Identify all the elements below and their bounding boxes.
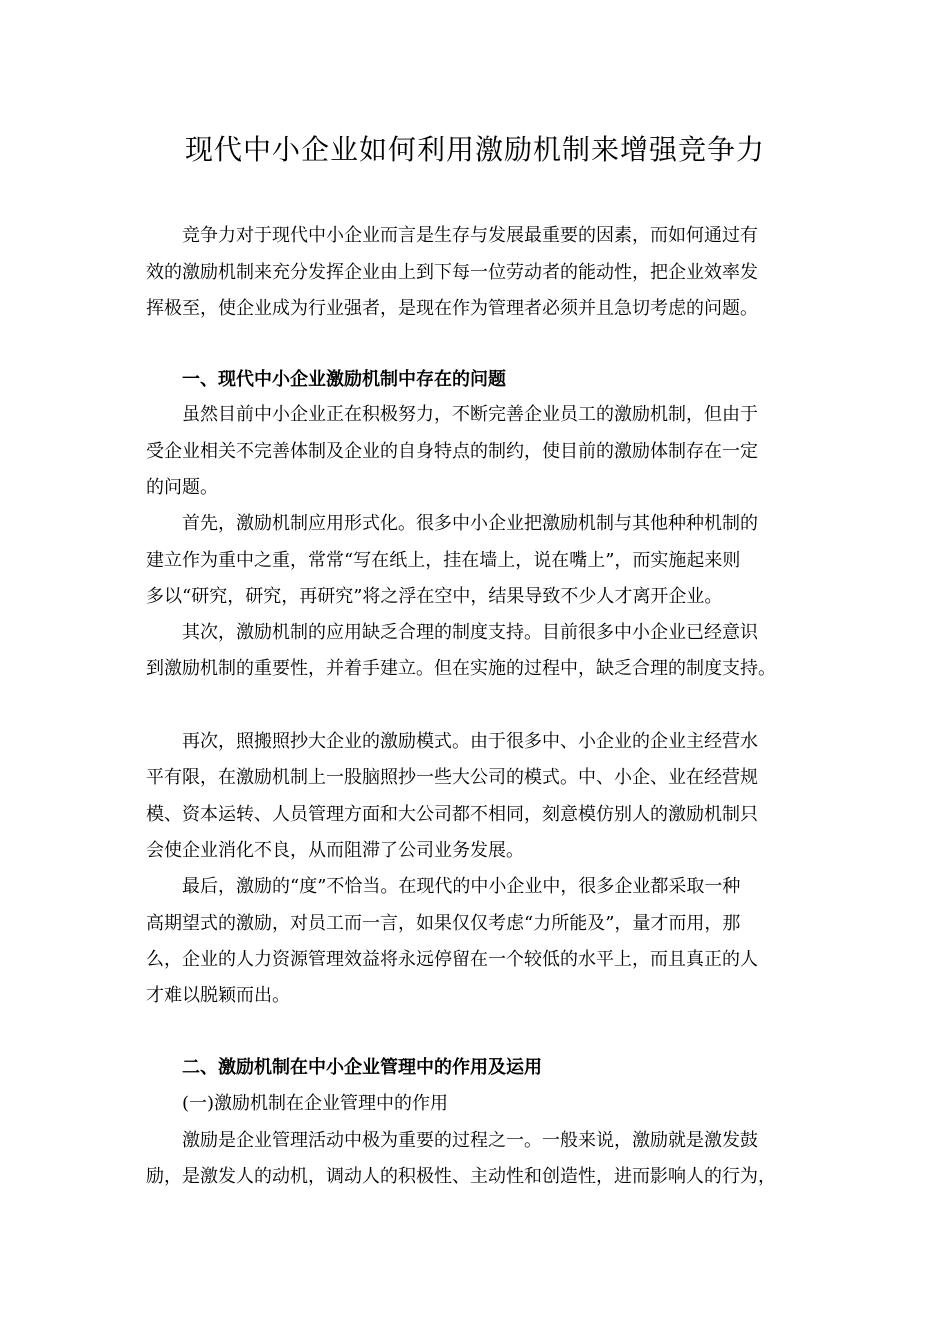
paragraph-line: 模、资本运转、人员管理方面和大公司都不相同，刻意模仿别人的激励机制只 <box>146 804 758 825</box>
document-title: 现代中小企业如何利用激励机制来增强竞争力 <box>184 133 765 166</box>
intro-line: 竞争力对于现代中小企业而言是生存与发展最重要的因素，而如何通过有 <box>182 225 758 246</box>
paragraph-line: 建立作为重中之重，常常“写在纸上，挂在墙上，说在嘴上”，而实施起来则 <box>146 550 741 571</box>
paragraph-line: 多以“研究，研究，再研究”将之浮在空中，结果导致不少人才离开企业。 <box>146 586 723 607</box>
paragraph-line: 虽然目前中小企业正在积极努力，不断完善企业员工的激励机制，但由于 <box>182 404 758 425</box>
section-heading: 二、激励机制在中小企业管理中的作用及运用 <box>182 1057 542 1078</box>
paragraph-line: 其次，激励机制的应用缺乏合理的制度支持。目前很多中小企业已经意识 <box>182 622 758 643</box>
paragraph-line: 首先，激励机制应用形式化。很多中小企业把激励机制与其他种种机制的 <box>182 513 758 534</box>
intro-line: 效的激励机制来充分发挥企业由上到下每一位劳动者的能动性，把企业效率发 <box>146 262 758 283</box>
paragraph-line: 励，是激发人的动机，调动人的积极性、主动性和创造性，进而影响人的行为， <box>146 1166 776 1187</box>
paragraph-line: 高期望式的激励，对员工而一言，如果仅仅考虑“力所能及”，量才而用，那 <box>146 913 741 934</box>
paragraph-line: 才难以脱颖而出。 <box>146 985 290 1006</box>
intro-line: 挥极至，使企业成为行业强者，是现在作为管理者必须并且急切考虑的问题。 <box>146 298 758 319</box>
paragraph-line: 受企业相关不完善体制及企业的自身特点的制约，使目前的激励体制存在一定 <box>146 441 758 462</box>
subsection-heading: (一)激励机制在企业管理中的作用 <box>182 1093 449 1114</box>
paragraph-line: 最后，激励的“度”不恰当。在现代的中小企业中，很多企业都采取一种 <box>182 876 741 897</box>
section-heading: 一、现代中小企业激励机制中存在的问题 <box>182 369 506 390</box>
paragraph-line: 的问题。 <box>146 477 218 498</box>
paragraph-line: 平有限，在激励机制上一股脑照抄一些大公司的模式。中、小企、业在经营规 <box>146 767 758 788</box>
paragraph-line: 再次，照搬照抄大企业的激励模式。由于很多中、小企业的企业主经营水 <box>182 731 758 752</box>
paragraph-line: 到激励机制的重要性，并着手建立。但在实施的过程中，缺乏合理的制度支持。 <box>146 658 776 679</box>
paragraph-line: 会使企业消化不良，从而阻滞了公司业务发展。 <box>146 840 524 861</box>
paragraph-line: 激励是企业管理活动中极为重要的过程之一。一般来说，激励就是激发鼓 <box>182 1130 758 1151</box>
paragraph-line: 么，企业的人力资源管理效益将永远停留在一个较低的水平上，而且真正的人 <box>146 949 758 970</box>
